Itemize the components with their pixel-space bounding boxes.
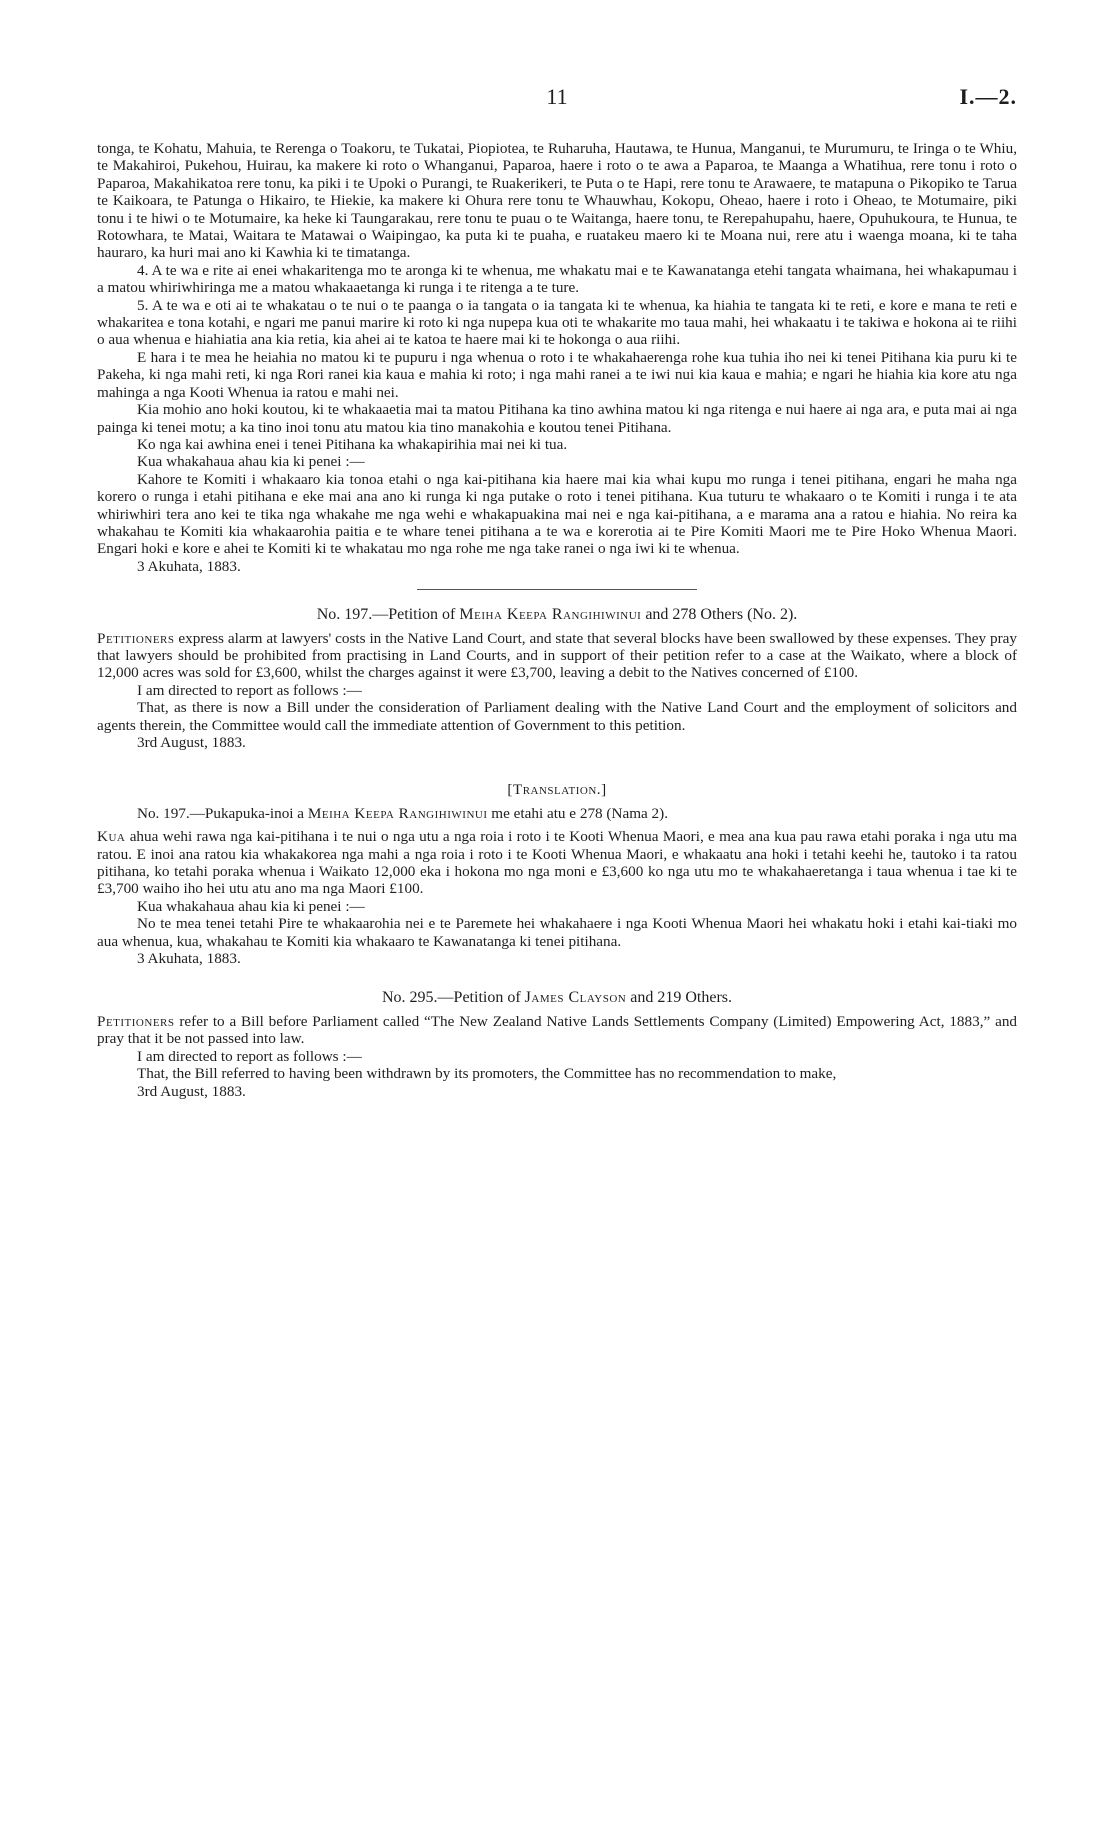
petition-197: [97, 606, 1017, 751]
paragraph: 5. A te wa e oti ai te whakatau o te nui o te paanga o ia tangata o ia tangata ki te whenua, ka hiahia te tangata ki te reti, e kore e mana te reti e whakaritea e tona kotahi, e ngari me panui marire ki roto ki nga nupepa kua oti te whakarite mo taua mahi, hei whakaatu i te takiwa e hokona ai te riihi o aua whenua e hiahiatia ana kia retia, kia ahei ai te katoa te haere mai ki te hokonga o aua riihi.: [97, 296, 1017, 349]
paragraph: Kahore te Komiti i whakaaro kia tonoa etahi o nga kai-pitihana kia haere mai kia whai kupu mo runga i tenei pitihana, engari he maha nga korero o runga i etahi pitihana e eke mai ana ano ki runga ki nga putake o roto i tenei pitihana. Kua tuturu te whakaaro o te Komiti i runga i te ata whiriwhiri tera ano kei te tika nga whakahe me nga wehi e whakapuakina mai nei e nga kai-pitihana, a e marama ana a ratou e hiahia. No reira ka whakahau te Komiti kia whakaarohia paitia e te whare tenei pitihana a te wa e korerotia ai te Pire Komiti Maori me te Pire Hoko Whenua Maori. Engari hoki e kore e ahei te Komiti ki te whakatau mo nga rohe me nga take ranei o nga iwi ki te whenua.: [97, 470, 1017, 558]
petition-title: [97, 805, 1017, 822]
paragraph-text: refer to a Bill before Parliament called “The New Zealand Native Lands Settlements Company (Limited) Empowering Act, 1883,” and pray that it be not passed into law.: [97, 1012, 1018, 1048]
section-divider: [417, 589, 697, 590]
date-line: 3rd August, 1883.: [137, 1082, 246, 1100]
title-prefix: No. 295.—Petition of: [382, 989, 521, 1007]
title-suffix: me etahi atu e 278 (Nama 2).: [491, 804, 668, 822]
paragraph: I am directed to report as follows :—: [137, 1047, 362, 1065]
page-header: [97, 0, 1017, 140]
page-number: 11: [546, 84, 568, 109]
petitioner-name: Meiha Keepa Rangihiwinui: [307, 804, 488, 822]
translation-label: [Translation.]: [507, 781, 607, 799]
paragraph: That, the Bill referred to having been withdrawn by its promoters, the Committee has no recommendation to make,: [137, 1065, 837, 1083]
title-suffix: and 278 Others (No. 2).: [645, 606, 798, 624]
paragraph: I am directed to report as follows :—: [137, 681, 362, 699]
translation-197: [97, 781, 1017, 967]
paragraph: 4. A te wa e rite ai enei whakaritenga mo te aronga ki te whenua, me whakatu mai e te Kawanatanga etehi tangata whaimana, hei whakapumau i a matou whiriwhiringa me a matou whakaaetanga ki runga i te ritenga a te ture.: [97, 261, 1017, 297]
paragraph: tonga, te Kohatu, Mahuia, te Rerenga o Toakoru, te Tukatai, Piopiotea, te Ruharuha, Hautawa, te Hunua, Manganui, te Murumuru, te Iringa o te Whiu, te Makahiroi, Pukehou, Huirau, ka makere ki roto o Whanganui, Paparoa, haere i roto o te awa a Paparoa, te Maanga a Whatihua, rere tonu i roto o Paparoa, Makahikatoa rere tonu, ka piki i te Upoki o Purangi, te Ruakerikeri, te Puta o te Hapi, rere tonu te Arawaere, te matapuna o Pikopiko te Tarua te Kaikoara, te Patunga o Hikairo, te Hiekie, ka makere ki Ohura rere tonu te Whauwhau, Kokopu, Oheao, haere i roto i Oheao, te Motumaire, piki tonu i te hiwi o te Motumaire, ka heke ki Taungarakau, rere tonu te puau o te Waitanga, haere tonu, te Rerepahupahu, haere, Opuhukoura, te Hunua, te Rotowhara, te Matai, Waitara te Matawai o Waipingao, ka puta ki te puaha, e ruatakeu maero ki te Moana nui, rere atu i waenga moana, ki te taha hauraro, ka huri mai ano ki Kawhia ki te timatanga.: [97, 140, 1017, 262]
paragraph: E hara i te mea he heiahia no matou ki te pupuru i nga whenua o roto i te whakahaerenga rohe kua tuhia iho nei ki tenei Pitihana kia puru ki te Pakeha, ki nga mahi reti, ki nga Rori ranei kia kaua e mahia ki roto; i nga mahi ranei a te iwi nui kia kaua e mahia; e ngari he hiahia kia kore atu nga mahinga a nga Kooti Whenua ia ratou e mahi nei.: [97, 348, 1017, 401]
paragraph-text: ahua wehi rawa nga kai-pitihana i te nui o nga utu a nga roia i roto i te Kooti Whenua Maori, e mea ana kua pau rawa etahi poraka i nga utu ma ratou. E inoi ana ratou kia whakakorea nga mahi a nga roia i roto i te Kooti Whenua Maori, e whakaatu ana hoki i tetahi keehi he, tautoko i ta ratou pitihana, ko tetahi poraka whenua i Waikato 12,000 eka i hokona mo nga moni e £3,600 ko nga utu mo te whakahaeretanga i taua whenua i tae ki te £3,700 waiho iho hei utu atu ano ma nga Maori £100.: [97, 828, 1018, 898]
date-line: 3rd August, 1883.: [137, 734, 246, 751]
petitioner-name: Meiha Keepa Rangihiwinui: [459, 606, 642, 624]
maori-petition-continued: [97, 140, 1017, 575]
petition-295: [97, 989, 1017, 1099]
document-reference: I.—2.: [959, 84, 1017, 109]
paragraph: Ko nga kai awhina enei i tenei Pitihana ka whakapirihia mai nei ki tua.: [137, 435, 568, 453]
lead-word: Kua: [97, 828, 126, 846]
paragraph: Kia mohio ano hoki koutou, ki te whakaaetia mai ta matou Pitihana ka tino awhina matou ki nga ritenga e nui haere ai nga ara, e puta mai ai nga painga ki tenei motu; a ka tino inoi tonu atu matou kia tino manakohia e koutou tenei Pitihana.: [97, 401, 1017, 436]
paragraph: [97, 1013, 1017, 1048]
paragraph: [97, 828, 1017, 898]
petition-title: [97, 989, 1017, 1006]
lead-word: Petitioners: [97, 1012, 175, 1030]
document-page: [97, 0, 1017, 1100]
title-suffix: and 219 Others.: [630, 989, 732, 1007]
title-prefix: No. 197.—Pukapuka-inoi a: [137, 804, 305, 822]
paragraph: Kua whakahaua ahau kia ki penei :—: [137, 453, 365, 471]
paragraph: [97, 630, 1017, 682]
date-line: 3 Akuhata, 1883.: [137, 950, 241, 968]
petitioner-name: James Clayson: [524, 989, 627, 1007]
title-prefix: No. 197.—Petition of: [316, 606, 456, 624]
date-line: 3 Akuhata, 1883.: [137, 557, 241, 575]
petition-title: [97, 606, 1017, 623]
lead-word: Petitioners: [97, 629, 175, 647]
paragraph: No te mea tenei tetahi Pire te whakaarohia nei e te Paremete hei whakahaere i nga Kooti Whenua Maori hei whakatu hoki i etahi kai-tiaki mo aua whenua, kua, whakahau te Komiti kia whakaaro te Kawanatanga ki tenei pitihana.: [97, 915, 1017, 950]
paragraph: Kua whakahaua ahau kia ki penei :—: [137, 897, 365, 915]
document-body: [97, 140, 1017, 1100]
paragraph: That, as there is now a Bill under the consideration of Parliament dealing with the Native Land Court and the employment of solicitors and agents therein, the Committee would call the immediate attention of Government to this petition.: [97, 699, 1017, 734]
paragraph-text: express alarm at lawyers' costs in the Native Land Court, and state that several blocks have been swallowed by these expenses. They pray that lawyers should be prohibited from practising in Land Courts, and in support of their petition refer to a case at the Waikato, where a block of 12,000 acres was sold for £3,600, whilst the charges against it were £3,700, leaving a debit to the Natives concerned of £100.: [97, 629, 1017, 682]
